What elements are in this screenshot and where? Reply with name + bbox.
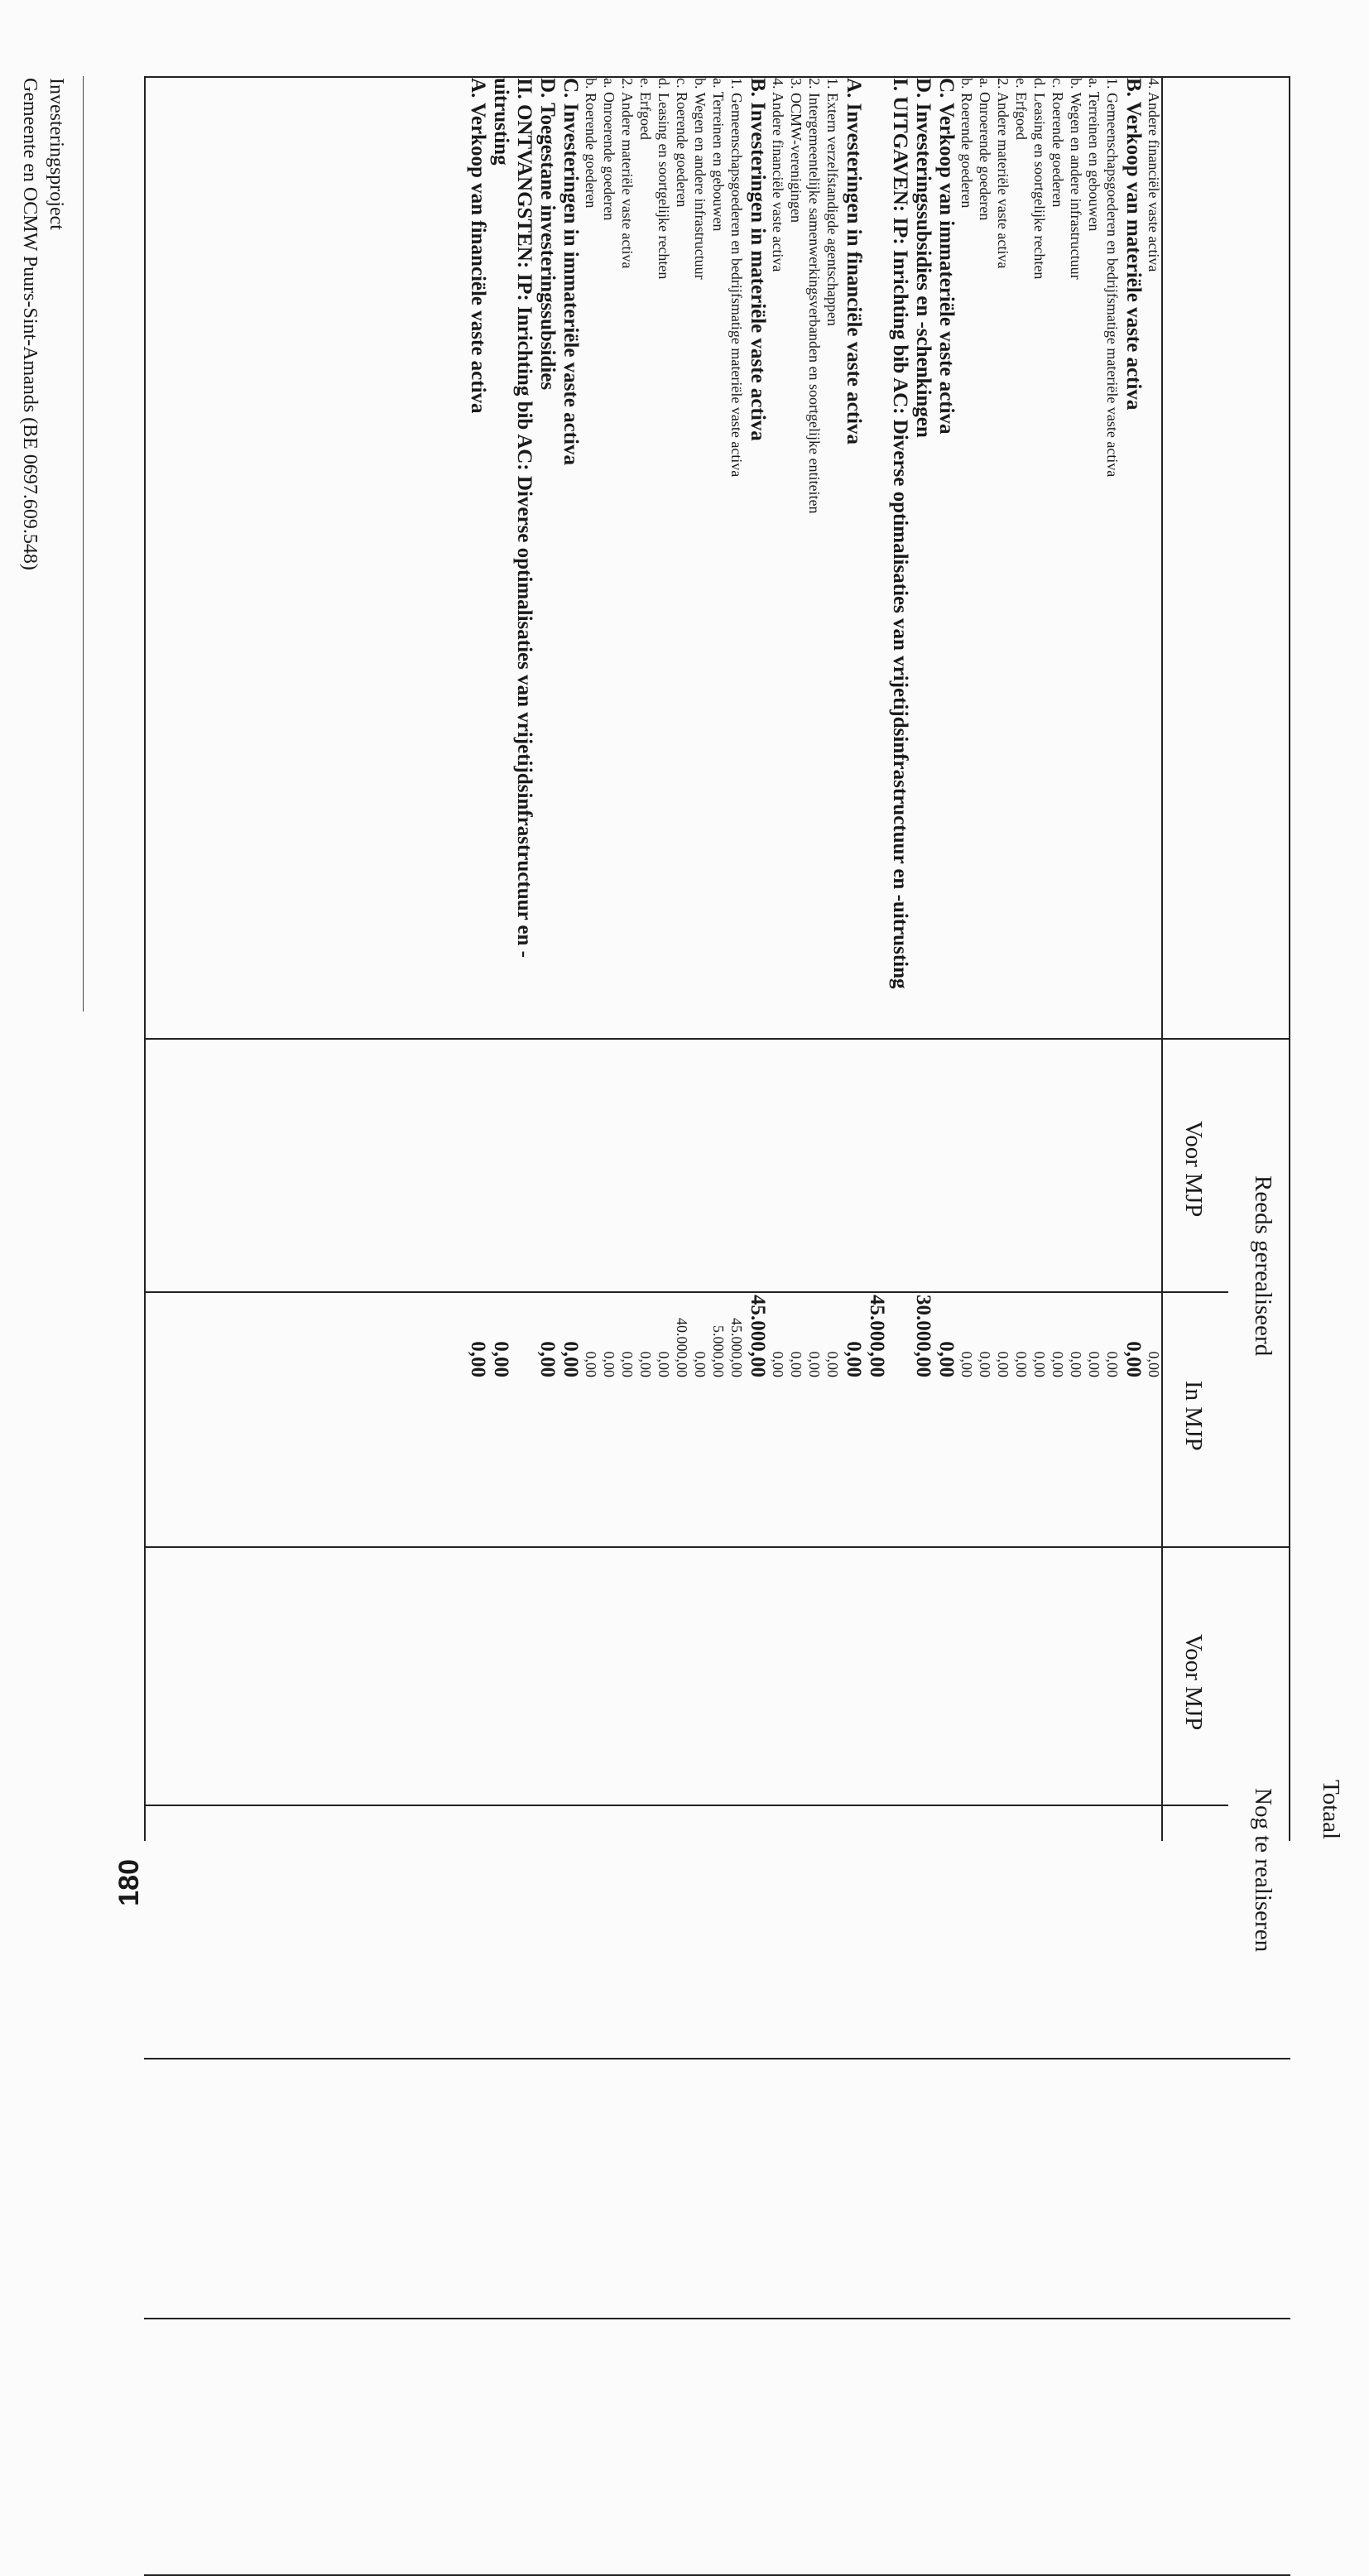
col-border-4 (144, 1805, 1228, 1806)
table-row: D. Investeringssubsidies en -schenkingen 30.000,00 (912, 78, 934, 1377)
table-row: D. Toegestane investeringssubsidies 0,00 (536, 78, 559, 1377)
table-row: c. Roerende goederen 0,00 (1050, 78, 1066, 1377)
table-row: 2. Andere materiële vaste activa 0,00 (619, 78, 636, 1377)
table-row: b. Wegen en andere infrastructuur 0,00 (1068, 78, 1084, 1377)
table-row: C. Verkoop van immateriële vaste activa 0,00 (935, 78, 958, 1377)
table-row: II. ONTVANGSTEN: IP: Inrichting bib AC: Diverse optimalisaties van vrijetijdsinfrastructuur en -uitrusting 0,00 (490, 78, 536, 1377)
table-row: b. Roerende goederen 0,00 (958, 78, 975, 1377)
table-row: 4. Andere financiële vaste activa 0,00 (770, 78, 786, 1377)
header-reeds-gerealiseerd: Reeds gerealiseerd (1250, 1175, 1276, 1357)
header-nog-te-realiseren: Nog te realiseren (1250, 1788, 1276, 1953)
page-number: 180 (113, 1859, 145, 1906)
table-row: d. Leasing en soortgelijke rechten 0,00 (656, 78, 672, 1377)
table-row: B. Investeringen in materiële vaste activa 45.000,00 (747, 78, 769, 1377)
table-row: e. Erfgoed 0,00 (637, 78, 654, 1377)
table-row: a. Terreinen en gebouwen 5.000,00 (710, 78, 727, 1377)
table-row: a. Onroerende goederen 0,00 (977, 78, 993, 1377)
table-row: 4. Andere financiële vaste activa 0,00 (1146, 78, 1162, 1377)
table-row: c. Roerende goederen 40.000,00 (674, 78, 690, 1377)
footer-divider (83, 76, 84, 1012)
table-row: 2. Intergemeentelijke samenwerkingsverbanden en soortgelijke entiteiten 0,00 (806, 78, 823, 1377)
table-row: A. Investeringen in financiële vaste activa 0,00 (843, 78, 865, 1377)
table-row: 1. Extern verzelfstandigde agentschappen 0,00 (824, 78, 841, 1377)
table-row: A. Verkoop van financiële vaste activa 0,00 (467, 78, 489, 1377)
table-bottom-border (144, 76, 146, 1841)
table-row: C. Investeringen in immateriële vaste activa 0,00 (560, 78, 582, 1377)
header-totaal: Totaal (1318, 1780, 1344, 1840)
table-row: 2. Andere materiële vaste activa 0,00 (995, 78, 1011, 1377)
header-voor-mjp-2: Voor MJP (1180, 1634, 1207, 1731)
table-row: B. Verkoop van materiële vaste activa 0,00 (1122, 78, 1145, 1377)
footer-entity: Gemeente en OCMW Puurs-Sint-Amands (BE 0697.609.548) (19, 78, 41, 570)
table-top-border (1289, 76, 1290, 1841)
table-row: e. Erfgoed 0,00 (1013, 78, 1030, 1377)
col-border-3 (144, 1546, 1290, 1548)
header-in-mjp-1: In MJP (1180, 1381, 1207, 1451)
col-border-5 (144, 2058, 1290, 2059)
table-row: d. Leasing en soortgelijke rechten 0,00 (1031, 78, 1048, 1377)
col-border-1 (144, 1038, 1290, 1040)
header-voor-mjp-1: Voor MJP (1180, 1121, 1207, 1218)
table-row: b. Wegen en andere infrastructuur 0,00 (692, 78, 709, 1377)
table-row: b. Roerende goederen 0,00 (583, 78, 599, 1377)
table-row: 1. Gemeenschapsgoederen en bedrijfsmatige materiële vaste activa 0,00 (1104, 78, 1121, 1377)
table-row: a. Terreinen en gebouwen 0,00 (1086, 78, 1102, 1377)
budget-rows (466, 78, 1163, 1377)
table-row: I. UITGAVEN: IP: Inrichting bib AC: Diverse optimalisaties van vrijetijdsinfrastructuur en -uitrusting 45.000,00 (866, 78, 911, 1377)
footer-investeringsproject: Investeringsproject (46, 78, 67, 230)
table-row: a. Onroerende goederen 0,00 (601, 78, 617, 1377)
col-border-6 (144, 2318, 1290, 2319)
table-row: 3. OCMW-verenigingen 0,00 (788, 78, 805, 1377)
table-row: 1. Gemeenschapsgoederen en bedrijfsmatige materiële vaste activa 45.000,00 (728, 78, 745, 1377)
